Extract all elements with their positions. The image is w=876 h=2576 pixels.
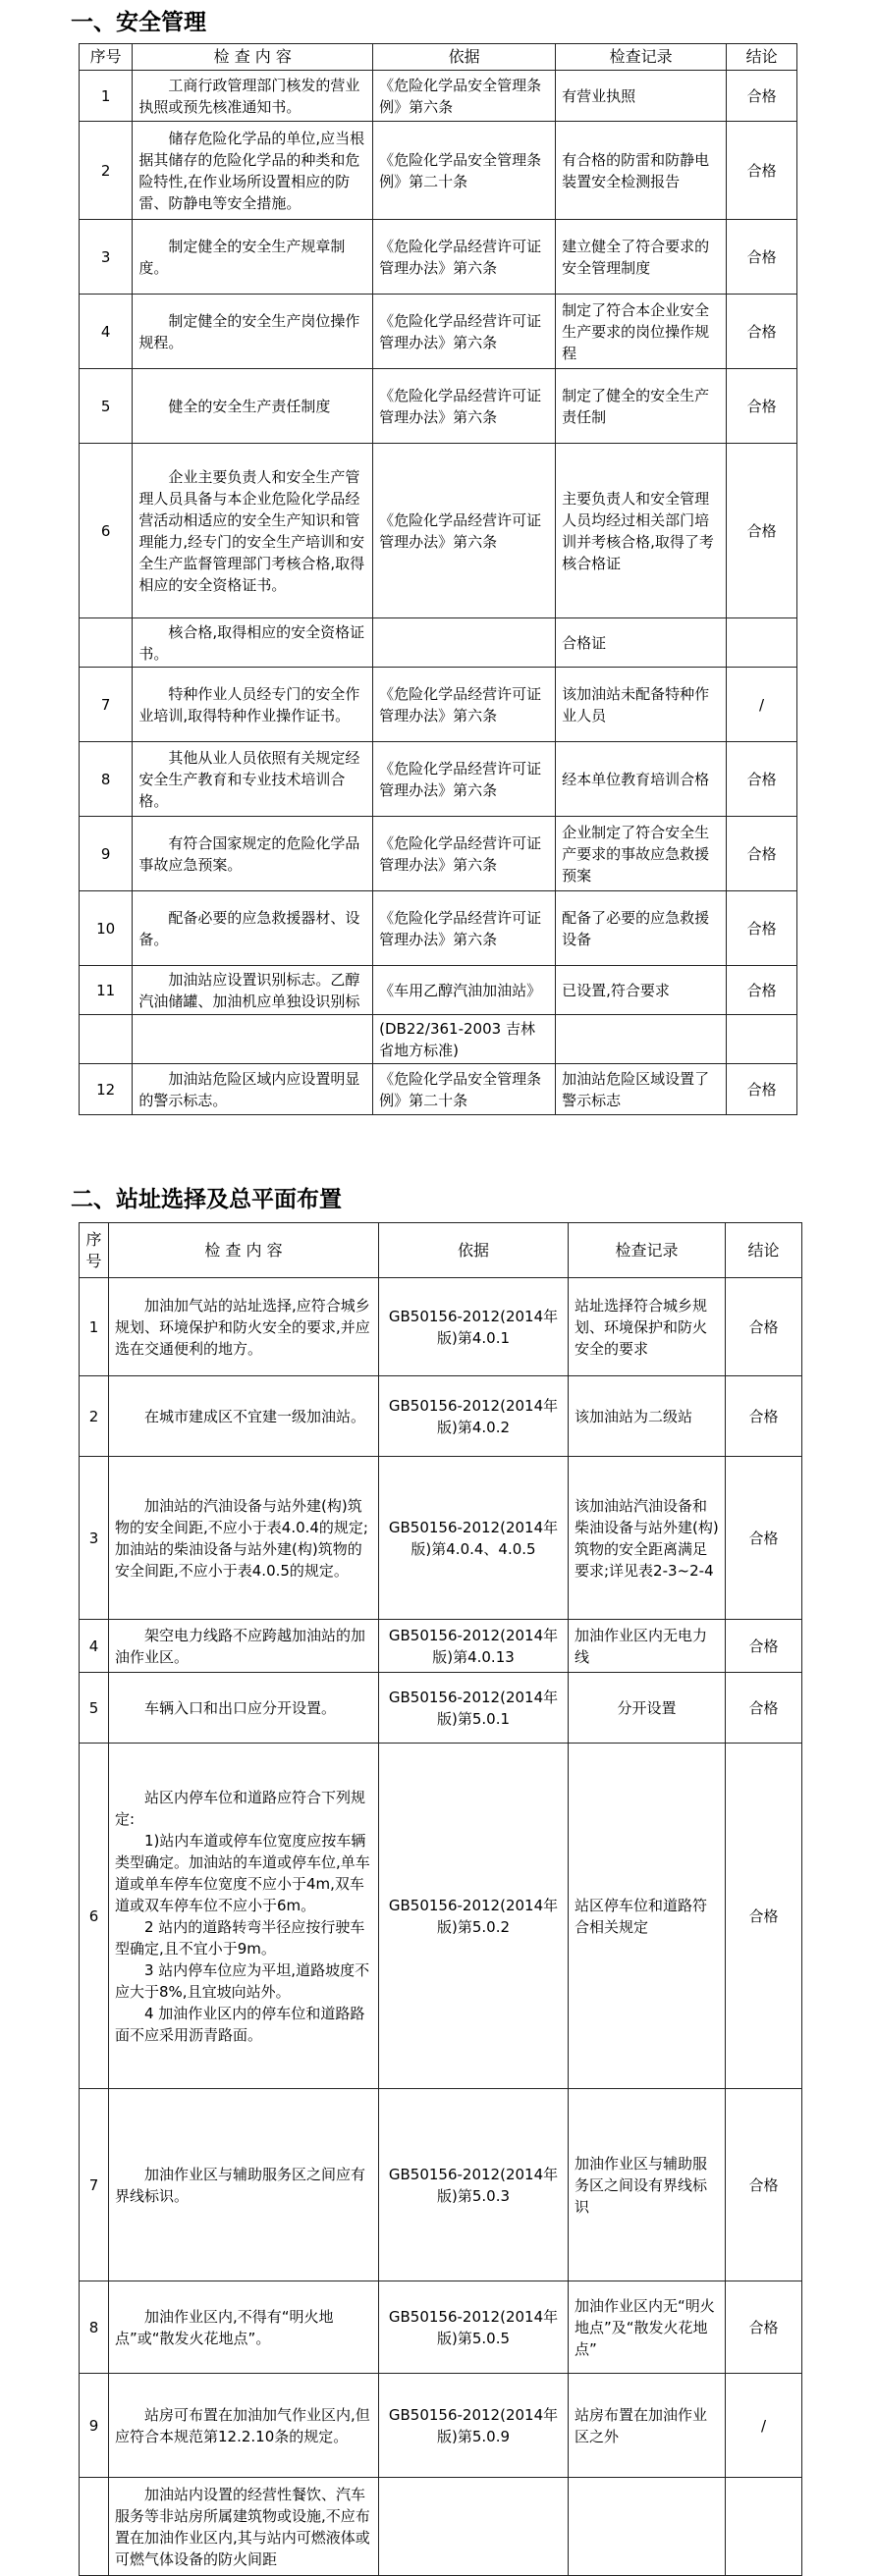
row-basis	[373, 618, 556, 668]
table-row-continued	[80, 1015, 797, 1064]
row-result: 合格	[726, 1673, 802, 1744]
header-no: 序号	[80, 44, 133, 71]
row-result: 合格	[726, 1744, 802, 2089]
row-content: 其他从业人员依照有关规定经安全生产教育和专业技术培训合格。	[133, 742, 373, 817]
row-no: 7	[80, 668, 133, 742]
row-result: 合格	[727, 122, 797, 220]
header-result: 结论	[727, 44, 797, 71]
table-row	[80, 1620, 802, 1673]
row-no: 1	[80, 71, 133, 122]
row-content: 企业主要负责人和安全生产管理人员具备与本企业危险化学品经营活动相适应的安全生产知识和管理能力,经专门的安全生产培训和安全生产监督管理部门考核合格,取得相应的安全资格证书。	[133, 444, 373, 618]
row-result: 合格	[726, 2281, 802, 2374]
row-content: 加油作业区与辅助服务区之间应有界线标识。	[109, 2089, 379, 2281]
header-content: 检 查 内 容	[109, 1223, 379, 1278]
table-row	[80, 2374, 802, 2478]
row-basis: 《危险化学品经营许可证管理办法》第六条	[373, 817, 556, 891]
row-content: 架空电力线路不应跨越加油站的加油作业区。	[109, 1620, 379, 1673]
table-row	[80, 444, 797, 618]
row-result: 合格	[727, 817, 797, 891]
table-row	[80, 966, 797, 1015]
row-result: 合格	[727, 891, 797, 966]
row-no: 6	[80, 1744, 109, 2089]
table-row-continued	[80, 618, 797, 668]
row-content: 配备必要的应急救援器材、设备。	[133, 891, 373, 966]
row-record: 有营业执照	[556, 71, 727, 122]
row-basis: 《危险化学品经营许可证管理办法》第六条	[373, 891, 556, 966]
row-result	[727, 618, 797, 668]
content-line: 站区内停车位和道路应符合下列规定:	[115, 1788, 366, 1828]
row-result: 合格	[727, 444, 797, 618]
row-record: 制定了健全的安全生产责任制	[556, 369, 727, 444]
row-record: 该加油站汽油设备和柴油设备与站外建(构)筑物的安全距离满足要求;详见表2-3~2-4	[569, 1457, 726, 1620]
table-row	[80, 122, 797, 220]
row-result: 合格	[727, 966, 797, 1015]
row-record: 站房布置在加油作业区之外	[569, 2374, 726, 2478]
row-result	[726, 2478, 802, 2576]
row-basis: GB50156-2012(2014年版)第4.0.1	[379, 1278, 569, 1376]
table-row	[80, 891, 797, 966]
table-row	[80, 1376, 802, 1457]
row-basis: GB50156-2012(2014年版)第5.0.2	[379, 1744, 569, 2089]
row-basis: 《危险化学品经营许可证管理办法》第六条	[373, 369, 556, 444]
row-result: 合格	[727, 295, 797, 369]
row-result: /	[726, 2374, 802, 2478]
row-basis: 《危险化学品经营许可证管理办法》第六条	[373, 295, 556, 369]
row-content: 制定健全的安全生产规章制度。	[133, 220, 373, 295]
row-content: 储存危险化学品的单位,应当根据其储存的危险化学品的种类和危险特性,在作业场所设置相应的防雷、防静电等安全措施。	[133, 122, 373, 220]
table-row	[80, 1673, 802, 1744]
table-row	[80, 742, 797, 817]
row-no: 7	[80, 2089, 109, 2281]
row-no	[80, 2478, 109, 2576]
row-result: 合格	[727, 220, 797, 295]
row-content: 加油站内设置的经营性餐饮、汽车服务等非站房所属建筑物或设施,不应布置在加油作业区内,其与站内可燃液体或可燃气体设备的防火间距	[109, 2478, 379, 2576]
header-no: 序号	[80, 1223, 109, 1278]
row-result: 合格	[727, 71, 797, 122]
row-content: 加油加气站的站址选择,应符合城乡规划、环境保护和防火安全的要求,并应选在交通便利的地方。	[109, 1278, 379, 1376]
row-record: 合格证	[556, 618, 727, 668]
row-content: 站房可布置在加油加气作业区内,但应符合本规范第12.2.10条的规定。	[109, 2374, 379, 2478]
row-record: 配备了必要的应急救援设备	[556, 891, 727, 966]
row-basis: 《危险化学品经营许可证管理办法》第六条	[373, 742, 556, 817]
row-record: 建立健全了符合要求的安全管理制度	[556, 220, 727, 295]
row-record: 加油作业区与辅助服务区之间设有界线标识	[569, 2089, 726, 2281]
safety-management-table	[79, 43, 797, 1115]
table-row	[80, 1457, 802, 1620]
header-record: 检查记录	[569, 1223, 726, 1278]
row-record: 制定了符合本企业安全生产要求的岗位操作规程	[556, 295, 727, 369]
row-content: 车辆入口和出口应分开设置。	[109, 1673, 379, 1744]
row-no: 4	[80, 1620, 109, 1673]
row-basis: GB50156-2012(2014年版)第5.0.1	[379, 1673, 569, 1744]
row-basis: GB50156-2012(2014年版)第5.0.5	[379, 2281, 569, 2374]
row-record: 站区停车位和道路符合相关规定	[569, 1744, 726, 2089]
row-result: 合格	[727, 742, 797, 817]
header-content: 检 查 内 容	[133, 44, 373, 71]
content-line: 4 加油作业区内的停车位和道路路面不应采用沥青路面。	[115, 2004, 365, 2044]
content-line: 1)站内车道或停车位宽度应按车辆类型确定。加油站的车道或停车位,单车道或单车停车位宽度不应小于4m,双车道或双车停车位不应小于6m。	[115, 1831, 370, 1914]
row-basis: GB50156-2012(2014年版)第5.0.3	[379, 2089, 569, 2281]
row-no: 1	[80, 1278, 109, 1376]
row-basis: 《危险化学品经营许可证管理办法》第六条	[373, 444, 556, 618]
row-no: 12	[80, 1064, 133, 1115]
row-content: 在城市建成区不宜建一级加油站。	[109, 1376, 379, 1457]
section1-title: 一、安全管理	[71, 9, 206, 35]
row-record: 有合格的防雷和防静电装置安全检测报告	[556, 122, 727, 220]
row-content	[133, 1015, 373, 1064]
row-basis	[379, 2478, 569, 2576]
table-row	[80, 668, 797, 742]
row-record: 经本单位教育培训合格	[556, 742, 727, 817]
table-header-row	[80, 44, 797, 71]
row-basis: 《危险化学品安全管理条例》第二十条	[373, 1064, 556, 1115]
table-row	[80, 1744, 802, 2089]
section2-title: 二、站址选择及总平面布置	[71, 1186, 342, 1212]
table-row	[80, 817, 797, 891]
row-content	[109, 1744, 379, 2089]
row-basis: GB50156-2012(2014年版)第4.0.4、4.0.5	[379, 1457, 569, 1620]
row-no: 2	[80, 1376, 109, 1457]
row-result: 合格	[727, 1064, 797, 1115]
row-result: 合格	[726, 1376, 802, 1457]
content-line: 3 站内停车位应为平坦,道路坡度不应大于8%,且宜坡向站外。	[115, 1960, 370, 2001]
row-basis: GB50156-2012(2014年版)第4.0.13	[379, 1620, 569, 1673]
row-no: 11	[80, 966, 133, 1015]
row-no: 3	[80, 1457, 109, 1620]
row-no: 9	[80, 2374, 109, 2478]
row-result: 合格	[726, 1620, 802, 1673]
table-row	[80, 295, 797, 369]
row-result: 合格	[726, 1278, 802, 1376]
row-no: 8	[80, 742, 133, 817]
row-content: 健全的安全生产责任制度	[133, 369, 373, 444]
row-basis: 《危险化学品安全管理条例》第二十条	[373, 122, 556, 220]
row-result	[727, 1015, 797, 1064]
site-layout-table	[79, 1222, 802, 2576]
row-record: 分开设置	[569, 1673, 726, 1744]
row-content: 工商行政管理部门核发的营业执照或预先核准通知书。	[133, 71, 373, 122]
row-result: /	[727, 668, 797, 742]
table-row	[80, 71, 797, 122]
row-basis: (DB22/361-2003 吉林省地方标准)	[373, 1015, 556, 1064]
row-record: 该加油站为二级站	[569, 1376, 726, 1457]
header-basis: 依据	[379, 1223, 569, 1278]
row-result: 合格	[726, 1457, 802, 1620]
header-basis: 依据	[373, 44, 556, 71]
row-no: 9	[80, 817, 133, 891]
content-line: 2 站内的道路转弯半径应按行驶车型确定,且不宜小于9m。	[115, 1917, 365, 1958]
row-content: 制定健全的安全生产岗位操作规程。	[133, 295, 373, 369]
row-basis: 《危险化学品经营许可证管理办法》第六条	[373, 668, 556, 742]
row-content: 有符合国家规定的危险化学品事故应急预案。	[133, 817, 373, 891]
row-no: 10	[80, 891, 133, 966]
table-row	[80, 220, 797, 295]
row-record: 加油站危险区域设置了警示标志	[556, 1064, 727, 1115]
table-row	[80, 2089, 802, 2281]
row-record: 主要负责人和安全管理人员均经过相关部门培训并考核合格,取得了考核合格证	[556, 444, 727, 618]
table-row	[80, 2281, 802, 2374]
table-header-row	[80, 1223, 802, 1278]
row-content: 加油作业区内,不得有“明火地点”或“散发火花地点”。	[109, 2281, 379, 2374]
row-no: 8	[80, 2281, 109, 2374]
row-content: 加油站危险区域内应设置明显的警示标志。	[133, 1064, 373, 1115]
row-result: 合格	[726, 2089, 802, 2281]
row-content: 加油站应设置识别标志。乙醇汽油储罐、加油机应单独设识别标	[133, 966, 373, 1015]
row-record: 站址选择符合城乡规划、环境保护和防火安全的要求	[569, 1278, 726, 1376]
table-row	[80, 369, 797, 444]
row-no	[80, 1015, 133, 1064]
row-basis: 《危险化学品安全管理条例》第六条	[373, 71, 556, 122]
row-no: 5	[80, 369, 133, 444]
row-no	[80, 618, 133, 668]
row-record: 企业制定了符合安全生产要求的事故应急救援预案	[556, 817, 727, 891]
table-row	[80, 1064, 797, 1115]
row-no: 2	[80, 122, 133, 220]
row-no: 6	[80, 444, 133, 618]
header-result: 结论	[726, 1223, 802, 1278]
row-no: 5	[80, 1673, 109, 1744]
row-record: 该加油站未配备特种作业人员	[556, 668, 727, 742]
table-row	[80, 2478, 802, 2576]
row-record: 加油作业区内无电力线	[569, 1620, 726, 1673]
row-no: 4	[80, 295, 133, 369]
row-basis: 《危险化学品经营许可证管理办法》第六条	[373, 220, 556, 295]
row-content: 加油站的汽油设备与站外建(构)筑物的安全间距,不应小于表4.0.4的规定;加油站的柴油设备与站外建(构)筑物的安全间距,不应小于表4.0.5的规定。	[109, 1457, 379, 1620]
row-content: 特种作业人员经专门的安全作业培训,取得特种作业操作证书。	[133, 668, 373, 742]
row-content: 核合格,取得相应的安全资格证书。	[133, 618, 373, 668]
row-record: 加油作业区内无“明火地点”及“散发火花地点”	[569, 2281, 726, 2374]
row-no: 3	[80, 220, 133, 295]
table-row	[80, 1278, 802, 1376]
row-result: 合格	[727, 369, 797, 444]
header-record: 检查记录	[556, 44, 727, 71]
row-basis: 《车用乙醇汽油加油站》	[373, 966, 556, 1015]
row-record	[569, 2478, 726, 2576]
row-record	[556, 1015, 727, 1064]
row-record: 已设置,符合要求	[556, 966, 727, 1015]
row-basis: GB50156-2012(2014年版)第5.0.9	[379, 2374, 569, 2478]
row-basis: GB50156-2012(2014年版)第4.0.2	[379, 1376, 569, 1457]
